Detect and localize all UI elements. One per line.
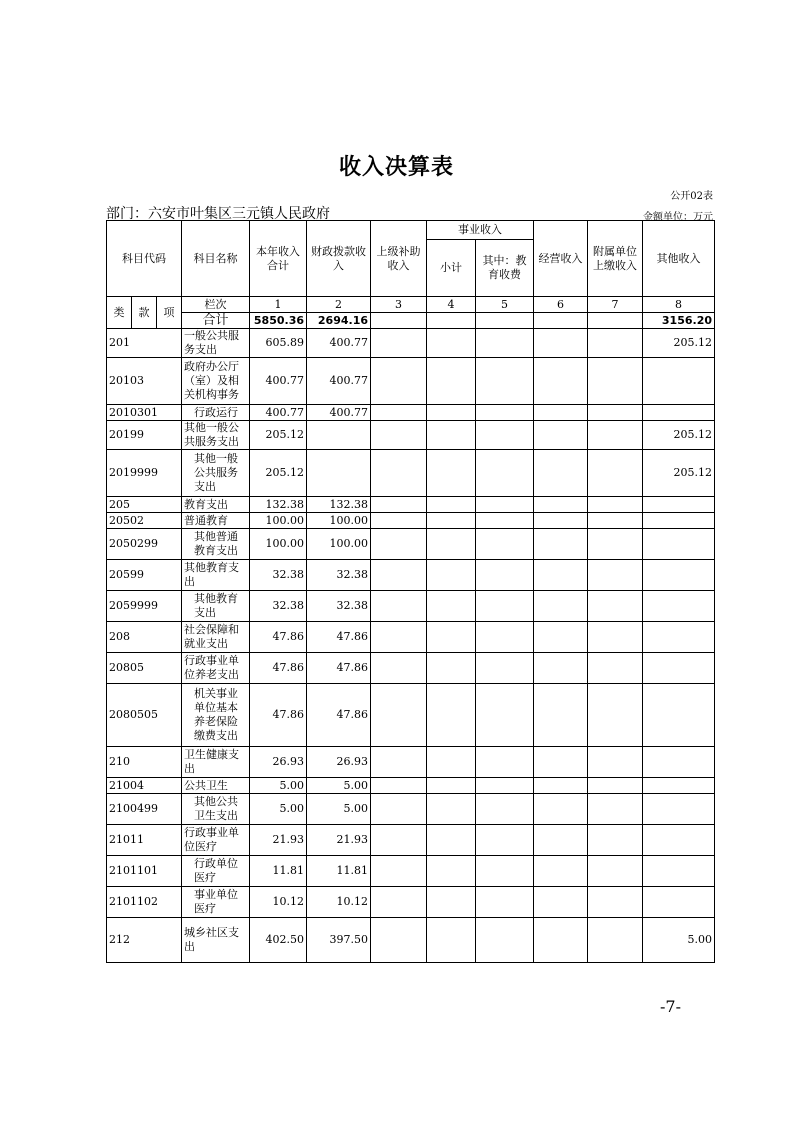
amount-unit-label: 金额单位：万元	[643, 212, 713, 223]
header-current-income: 本年收入合计	[250, 221, 307, 297]
row-fiscal: 397.50	[307, 918, 371, 963]
total-superior	[371, 313, 427, 329]
table-row	[107, 747, 715, 778]
total-operating	[534, 313, 588, 329]
row-superior	[371, 560, 427, 591]
row-subtotal	[427, 591, 476, 622]
row-subtotal	[427, 747, 476, 778]
row-affiliated	[588, 591, 643, 622]
row-affiliated	[588, 513, 643, 529]
row-fiscal: 21.93	[307, 825, 371, 856]
row-subtotal	[427, 421, 476, 450]
row-affiliated	[588, 747, 643, 778]
row-affiliated	[588, 529, 643, 560]
row-other	[643, 622, 715, 653]
row-fiscal	[307, 421, 371, 450]
row-name: 其他公共卫生支出	[182, 794, 250, 825]
row-code: 20805	[107, 653, 182, 684]
row-code: 20502	[107, 513, 182, 529]
row-other	[643, 887, 715, 918]
row-code: 2080505	[107, 684, 182, 747]
header-operating: 经营收入	[534, 221, 588, 297]
row-name: 机关事业单位基本养老保险缴费支出	[182, 684, 250, 747]
row-fiscal: 26.93	[307, 747, 371, 778]
row-subtotal	[427, 560, 476, 591]
table-row	[107, 918, 715, 963]
table-row	[107, 421, 715, 450]
row-current-income: 10.12	[250, 887, 307, 918]
row-fiscal: 32.38	[307, 591, 371, 622]
header-other: 其他收入	[643, 221, 715, 297]
row-affiliated	[588, 778, 643, 794]
row-affiliated	[588, 421, 643, 450]
row-affiliated	[588, 560, 643, 591]
row-education-fee	[476, 560, 534, 591]
row-subtotal	[427, 450, 476, 497]
row-superior	[371, 825, 427, 856]
row-code: 210	[107, 747, 182, 778]
row-education-fee	[476, 497, 534, 513]
row-other	[643, 747, 715, 778]
row-fiscal: 400.77	[307, 329, 371, 358]
row-subtotal	[427, 529, 476, 560]
row-superior	[371, 684, 427, 747]
page-number: -7-	[660, 997, 681, 1016]
row-affiliated	[588, 358, 643, 405]
row-fiscal: 11.81	[307, 856, 371, 887]
col-no: 2	[307, 297, 371, 313]
row-affiliated	[588, 497, 643, 513]
row-current-income: 100.00	[250, 513, 307, 529]
row-code: 2059999	[107, 591, 182, 622]
row-other	[643, 856, 715, 887]
row-name: 城乡社区支出	[182, 918, 250, 963]
row-superior	[371, 529, 427, 560]
col-no: 3	[371, 297, 427, 313]
row-operating	[534, 450, 588, 497]
row-current-income: 32.38	[250, 560, 307, 591]
row-current-income: 400.77	[250, 405, 307, 421]
table-row	[107, 560, 715, 591]
row-name: 行政运行	[182, 405, 250, 421]
income-statement-table	[106, 220, 715, 963]
row-name: 公共卫生	[182, 778, 250, 794]
row-other	[643, 778, 715, 794]
row-affiliated	[588, 887, 643, 918]
row-name: 行政事业单位医疗	[182, 825, 250, 856]
table-row	[107, 329, 715, 358]
row-fiscal: 47.86	[307, 684, 371, 747]
row-education-fee	[476, 591, 534, 622]
row-operating	[534, 794, 588, 825]
row-name: 行政事业单位养老支出	[182, 653, 250, 684]
row-name: 教育支出	[182, 497, 250, 513]
row-subtotal	[427, 794, 476, 825]
row-operating	[534, 622, 588, 653]
row-code: 205	[107, 497, 182, 513]
row-affiliated	[588, 653, 643, 684]
header-lei: 类	[107, 297, 132, 329]
row-subtotal	[427, 653, 476, 684]
row-name: 行政单位医疗	[182, 856, 250, 887]
row-name: 一般公共服务支出	[182, 329, 250, 358]
row-education-fee	[476, 856, 534, 887]
row-operating	[534, 653, 588, 684]
row-operating	[534, 358, 588, 405]
row-current-income: 47.86	[250, 653, 307, 684]
row-operating	[534, 887, 588, 918]
row-operating	[534, 329, 588, 358]
row-other	[643, 405, 715, 421]
row-subtotal	[427, 684, 476, 747]
row-name: 政府办公厅（室）及相关机构事务	[182, 358, 250, 405]
row-other	[643, 529, 715, 560]
row-affiliated	[588, 794, 643, 825]
row-superior	[371, 747, 427, 778]
row-current-income: 47.86	[250, 622, 307, 653]
row-name: 其他一般公共服务支出	[182, 450, 250, 497]
department-label: 部门：六安市叶集区三元镇人民政府	[106, 206, 330, 222]
row-current-income: 400.77	[250, 358, 307, 405]
row-subtotal	[427, 358, 476, 405]
col-no: 7	[588, 297, 643, 313]
header-business: 事业收入	[427, 221, 534, 240]
table-row	[107, 856, 715, 887]
row-current-income: 11.81	[250, 856, 307, 887]
table-row	[107, 358, 715, 405]
row-education-fee	[476, 794, 534, 825]
row-current-income: 21.93	[250, 825, 307, 856]
total-other: 3156.20	[643, 313, 715, 329]
row-affiliated	[588, 856, 643, 887]
row-subtotal	[427, 856, 476, 887]
col-no: 5	[476, 297, 534, 313]
total-label: 合计	[182, 313, 250, 329]
row-superior	[371, 421, 427, 450]
row-superior	[371, 513, 427, 529]
header-name: 科目名称	[182, 221, 250, 297]
row-education-fee	[476, 918, 534, 963]
row-operating	[534, 560, 588, 591]
col-no: 6	[534, 297, 588, 313]
row-superior	[371, 918, 427, 963]
row-superior	[371, 794, 427, 825]
row-operating	[534, 747, 588, 778]
row-education-fee	[476, 329, 534, 358]
table-row	[107, 405, 715, 421]
row-education-fee	[476, 529, 534, 560]
row-other: 205.12	[643, 421, 715, 450]
row-superior	[371, 887, 427, 918]
row-fiscal: 5.00	[307, 794, 371, 825]
row-operating	[534, 684, 588, 747]
table-row	[107, 684, 715, 747]
row-code: 208	[107, 622, 182, 653]
row-other	[643, 794, 715, 825]
row-superior	[371, 405, 427, 421]
row-code: 20599	[107, 560, 182, 591]
row-affiliated	[588, 825, 643, 856]
row-affiliated	[588, 450, 643, 497]
row-fiscal: 47.86	[307, 653, 371, 684]
row-name: 其他教育支出	[182, 560, 250, 591]
col-no: 8	[643, 297, 715, 313]
row-superior	[371, 497, 427, 513]
row-current-income: 205.12	[250, 450, 307, 497]
row-subtotal	[427, 497, 476, 513]
row-current-income: 5.00	[250, 778, 307, 794]
row-fiscal	[307, 450, 371, 497]
row-superior	[371, 778, 427, 794]
row-fiscal: 5.00	[307, 778, 371, 794]
row-fiscal: 132.38	[307, 497, 371, 513]
row-other	[643, 513, 715, 529]
row-name: 普通教育	[182, 513, 250, 529]
row-subtotal	[427, 329, 476, 358]
row-subtotal	[427, 918, 476, 963]
row-fiscal: 10.12	[307, 887, 371, 918]
row-code: 21011	[107, 825, 182, 856]
header-code: 科目代码	[107, 221, 182, 297]
row-code: 2101101	[107, 856, 182, 887]
row-fiscal: 32.38	[307, 560, 371, 591]
row-name: 其他教育支出	[182, 591, 250, 622]
row-other	[643, 358, 715, 405]
table-row	[107, 513, 715, 529]
row-current-income: 32.38	[250, 591, 307, 622]
row-subtotal	[427, 622, 476, 653]
row-education-fee	[476, 450, 534, 497]
row-code: 2019999	[107, 450, 182, 497]
row-education-fee	[476, 887, 534, 918]
row-current-income: 5.00	[250, 794, 307, 825]
row-subtotal	[427, 513, 476, 529]
header-superior: 上级补助收入	[371, 221, 427, 297]
table-row	[107, 622, 715, 653]
row-education-fee	[476, 747, 534, 778]
row-superior	[371, 450, 427, 497]
row-education-fee	[476, 778, 534, 794]
total-fiscal: 2694.16	[307, 313, 371, 329]
row-code: 20199	[107, 421, 182, 450]
row-code: 20103	[107, 358, 182, 405]
page-title: 收入决算表	[338, 154, 454, 180]
row-name: 卫生健康支出	[182, 747, 250, 778]
row-operating	[534, 825, 588, 856]
table-row	[107, 825, 715, 856]
row-education-fee	[476, 405, 534, 421]
row-operating	[534, 918, 588, 963]
row-current-income: 605.89	[250, 329, 307, 358]
row-operating	[534, 513, 588, 529]
table-row	[107, 653, 715, 684]
row-education-fee	[476, 622, 534, 653]
row-code: 2100499	[107, 794, 182, 825]
row-superior	[371, 856, 427, 887]
row-superior	[371, 653, 427, 684]
row-superior	[371, 622, 427, 653]
header-education-fee: 其中：教育收费	[476, 240, 534, 297]
row-operating	[534, 529, 588, 560]
table-row	[107, 591, 715, 622]
total-current-income: 5850.36	[250, 313, 307, 329]
row-subtotal	[427, 778, 476, 794]
row-code: 2010301	[107, 405, 182, 421]
row-fiscal: 47.86	[307, 622, 371, 653]
row-other	[643, 653, 715, 684]
row-other: 205.12	[643, 450, 715, 497]
header-affiliated: 附属单位上缴收入	[588, 221, 643, 297]
row-current-income: 47.86	[250, 684, 307, 747]
row-education-fee	[476, 421, 534, 450]
row-code: 201	[107, 329, 182, 358]
row-code: 21004	[107, 778, 182, 794]
row-operating	[534, 497, 588, 513]
total-affiliated	[588, 313, 643, 329]
row-affiliated	[588, 918, 643, 963]
row-education-fee	[476, 653, 534, 684]
row-subtotal	[427, 887, 476, 918]
row-superior	[371, 591, 427, 622]
row-other	[643, 497, 715, 513]
row-affiliated	[588, 329, 643, 358]
col-no: 1	[250, 297, 307, 313]
header-kuan: 款	[132, 297, 157, 329]
row-subtotal	[427, 825, 476, 856]
row-operating	[534, 421, 588, 450]
form-number: 公开02表	[670, 191, 713, 202]
header-subtotal: 小计	[427, 240, 476, 297]
row-operating	[534, 591, 588, 622]
row-current-income: 132.38	[250, 497, 307, 513]
row-operating	[534, 856, 588, 887]
row-superior	[371, 329, 427, 358]
header-column-no: 栏次	[182, 297, 250, 313]
row-name: 事业单位医疗	[182, 887, 250, 918]
table-row	[107, 778, 715, 794]
row-education-fee	[476, 513, 534, 529]
table-row	[107, 529, 715, 560]
row-subtotal	[427, 405, 476, 421]
row-current-income: 205.12	[250, 421, 307, 450]
row-other	[643, 825, 715, 856]
total-subtotal	[427, 313, 476, 329]
row-name: 社会保障和就业支出	[182, 622, 250, 653]
table-row	[107, 497, 715, 513]
row-other: 5.00	[643, 918, 715, 963]
row-education-fee	[476, 684, 534, 747]
row-education-fee	[476, 358, 534, 405]
table-row	[107, 450, 715, 497]
header-fiscal: 财政拨款收入	[307, 221, 371, 297]
row-education-fee	[476, 825, 534, 856]
col-no: 4	[427, 297, 476, 313]
total-education-fee	[476, 313, 534, 329]
table-row	[107, 794, 715, 825]
row-affiliated	[588, 622, 643, 653]
row-current-income: 26.93	[250, 747, 307, 778]
table-row	[107, 887, 715, 918]
row-operating	[534, 405, 588, 421]
row-operating	[534, 778, 588, 794]
row-superior	[371, 358, 427, 405]
row-affiliated	[588, 684, 643, 747]
row-current-income: 100.00	[250, 529, 307, 560]
row-code: 2050299	[107, 529, 182, 560]
row-fiscal: 100.00	[307, 513, 371, 529]
row-affiliated	[588, 405, 643, 421]
row-other: 205.12	[643, 329, 715, 358]
header-xiang: 项	[157, 297, 182, 329]
row-other	[643, 560, 715, 591]
row-fiscal: 100.00	[307, 529, 371, 560]
row-fiscal: 400.77	[307, 358, 371, 405]
row-other	[643, 684, 715, 747]
row-code: 2101102	[107, 887, 182, 918]
row-other	[643, 591, 715, 622]
row-current-income: 402.50	[250, 918, 307, 963]
row-code: 212	[107, 918, 182, 963]
row-name: 其他普通教育支出	[182, 529, 250, 560]
row-name: 其他一般公共服务支出	[182, 421, 250, 450]
row-fiscal: 400.77	[307, 405, 371, 421]
